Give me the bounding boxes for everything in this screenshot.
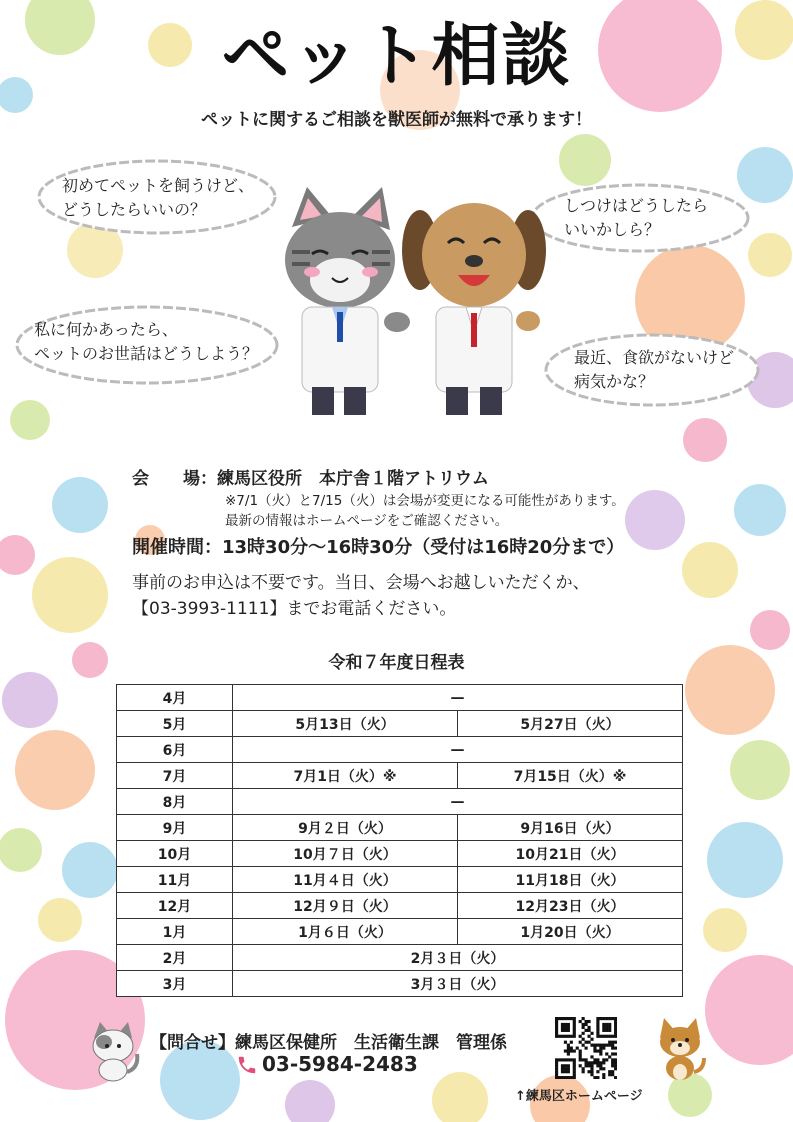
schedule-row — [117, 685, 683, 711]
phone-icon — [236, 1054, 258, 1076]
schedule-date: 1月６日（火） — [233, 919, 458, 945]
bubble-text-2: しつけはどうしたら いいかしら？ — [564, 196, 709, 239]
schedule-month: 4月 — [117, 685, 233, 711]
qr-code[interactable] — [555, 1017, 617, 1079]
venue-note-1: ※7/1（火）と7/15（火）は会場が変更になる可能性があります。 — [225, 493, 625, 509]
contact-label: 【問合せ】練馬区保健所 生活衛生課 管理係 — [150, 1033, 507, 1053]
schedule-row — [117, 945, 683, 971]
page-title: ペット相談 — [221, 17, 572, 96]
cat-doctor-illustration — [272, 182, 412, 422]
schedule-date: — — [233, 737, 683, 763]
schedule-date: 9月２日（火） — [233, 815, 458, 841]
schedule-month: 9月 — [117, 815, 233, 841]
schedule-date: 5月13日（火） — [233, 711, 458, 737]
hours-text: 13時30分～16時30分（受付は16時20分まで） — [222, 537, 625, 558]
schedule-month: 6月 — [117, 737, 233, 763]
schedule-date: 1月20日（火） — [458, 919, 683, 945]
schedule-date: 7月1日（火）※ — [233, 763, 458, 789]
schedule-date: 11月18日（火） — [458, 867, 683, 893]
schedule-month: 8月 — [117, 789, 233, 815]
reservation-note-2: 【03-3993-1111】までお電話ください。 — [132, 599, 457, 619]
schedule-table — [116, 684, 683, 997]
schedule-row — [117, 711, 683, 737]
schedule-date: 9月16日（火） — [458, 815, 683, 841]
page-subtitle: ペットに関するご相談を獣医師が無料で承ります！ — [201, 110, 592, 130]
schedule-date: 5月27日（火） — [458, 711, 683, 737]
schedule-date: 10月21日（火） — [458, 841, 683, 867]
contact-phone[interactable]: 03-5984-2483 — [262, 1052, 418, 1076]
schedule-date: 12月９日（火） — [233, 893, 458, 919]
schedule-month: 10月 — [117, 841, 233, 867]
schedule-date: 7月15日（火）※ — [458, 763, 683, 789]
schedule-month: 11月 — [117, 867, 233, 893]
venue-label: 会 場： — [132, 469, 217, 489]
schedule-row — [117, 919, 683, 945]
schedule-row — [117, 789, 683, 815]
schedule-date: 12月23日（火） — [458, 893, 683, 919]
schedule-row — [117, 737, 683, 763]
schedule-month: 3月 — [117, 971, 233, 997]
schedule-row — [117, 763, 683, 789]
schedule-date: 2月３日（火） — [233, 945, 683, 971]
bubble-text-3: 私に何かあったら、 ペットのお世話はどうしよう？ — [34, 320, 259, 363]
schedule-month: 12月 — [117, 893, 233, 919]
schedule-date: — — [233, 685, 683, 711]
schedule-date: 3月３日（火） — [233, 971, 683, 997]
schedule-row — [117, 815, 683, 841]
dog-doctor-illustration — [400, 185, 550, 425]
dog-illustration — [650, 1018, 710, 1082]
schedule-date: 11月４日（火） — [233, 867, 458, 893]
schedule-month: 5月 — [117, 711, 233, 737]
schedule-title: 令和７年度日程表 — [328, 653, 465, 673]
schedule-row — [117, 841, 683, 867]
venue-note-2: 最新の情報はホームページをご確認ください。 — [225, 513, 509, 529]
bubble-text-4: 最近、食欲がないけど 病気かな？ — [574, 348, 735, 391]
schedule-date: 10月７日（火） — [233, 841, 458, 867]
bubble-text-1: 初めてペットを飼うけど、 どうしたらいいの？ — [62, 176, 255, 219]
cat-illustration — [82, 1020, 144, 1082]
schedule-row — [117, 867, 683, 893]
schedule-row — [117, 971, 683, 997]
schedule-month: 1月 — [117, 919, 233, 945]
schedule-month: 2月 — [117, 945, 233, 971]
schedule-date: — — [233, 789, 683, 815]
schedule-month: 7月 — [117, 763, 233, 789]
reservation-note-1: 事前のお申込は不要です。当日、会場へお越しいただくか、 — [132, 573, 590, 593]
venue-text: 練馬区役所 本庁舎１階アトリウム — [217, 469, 489, 489]
schedule-row — [117, 893, 683, 919]
qr-caption: ↑練馬区ホームページ — [515, 1089, 643, 1104]
hours-label: 開催時間： — [132, 537, 222, 558]
